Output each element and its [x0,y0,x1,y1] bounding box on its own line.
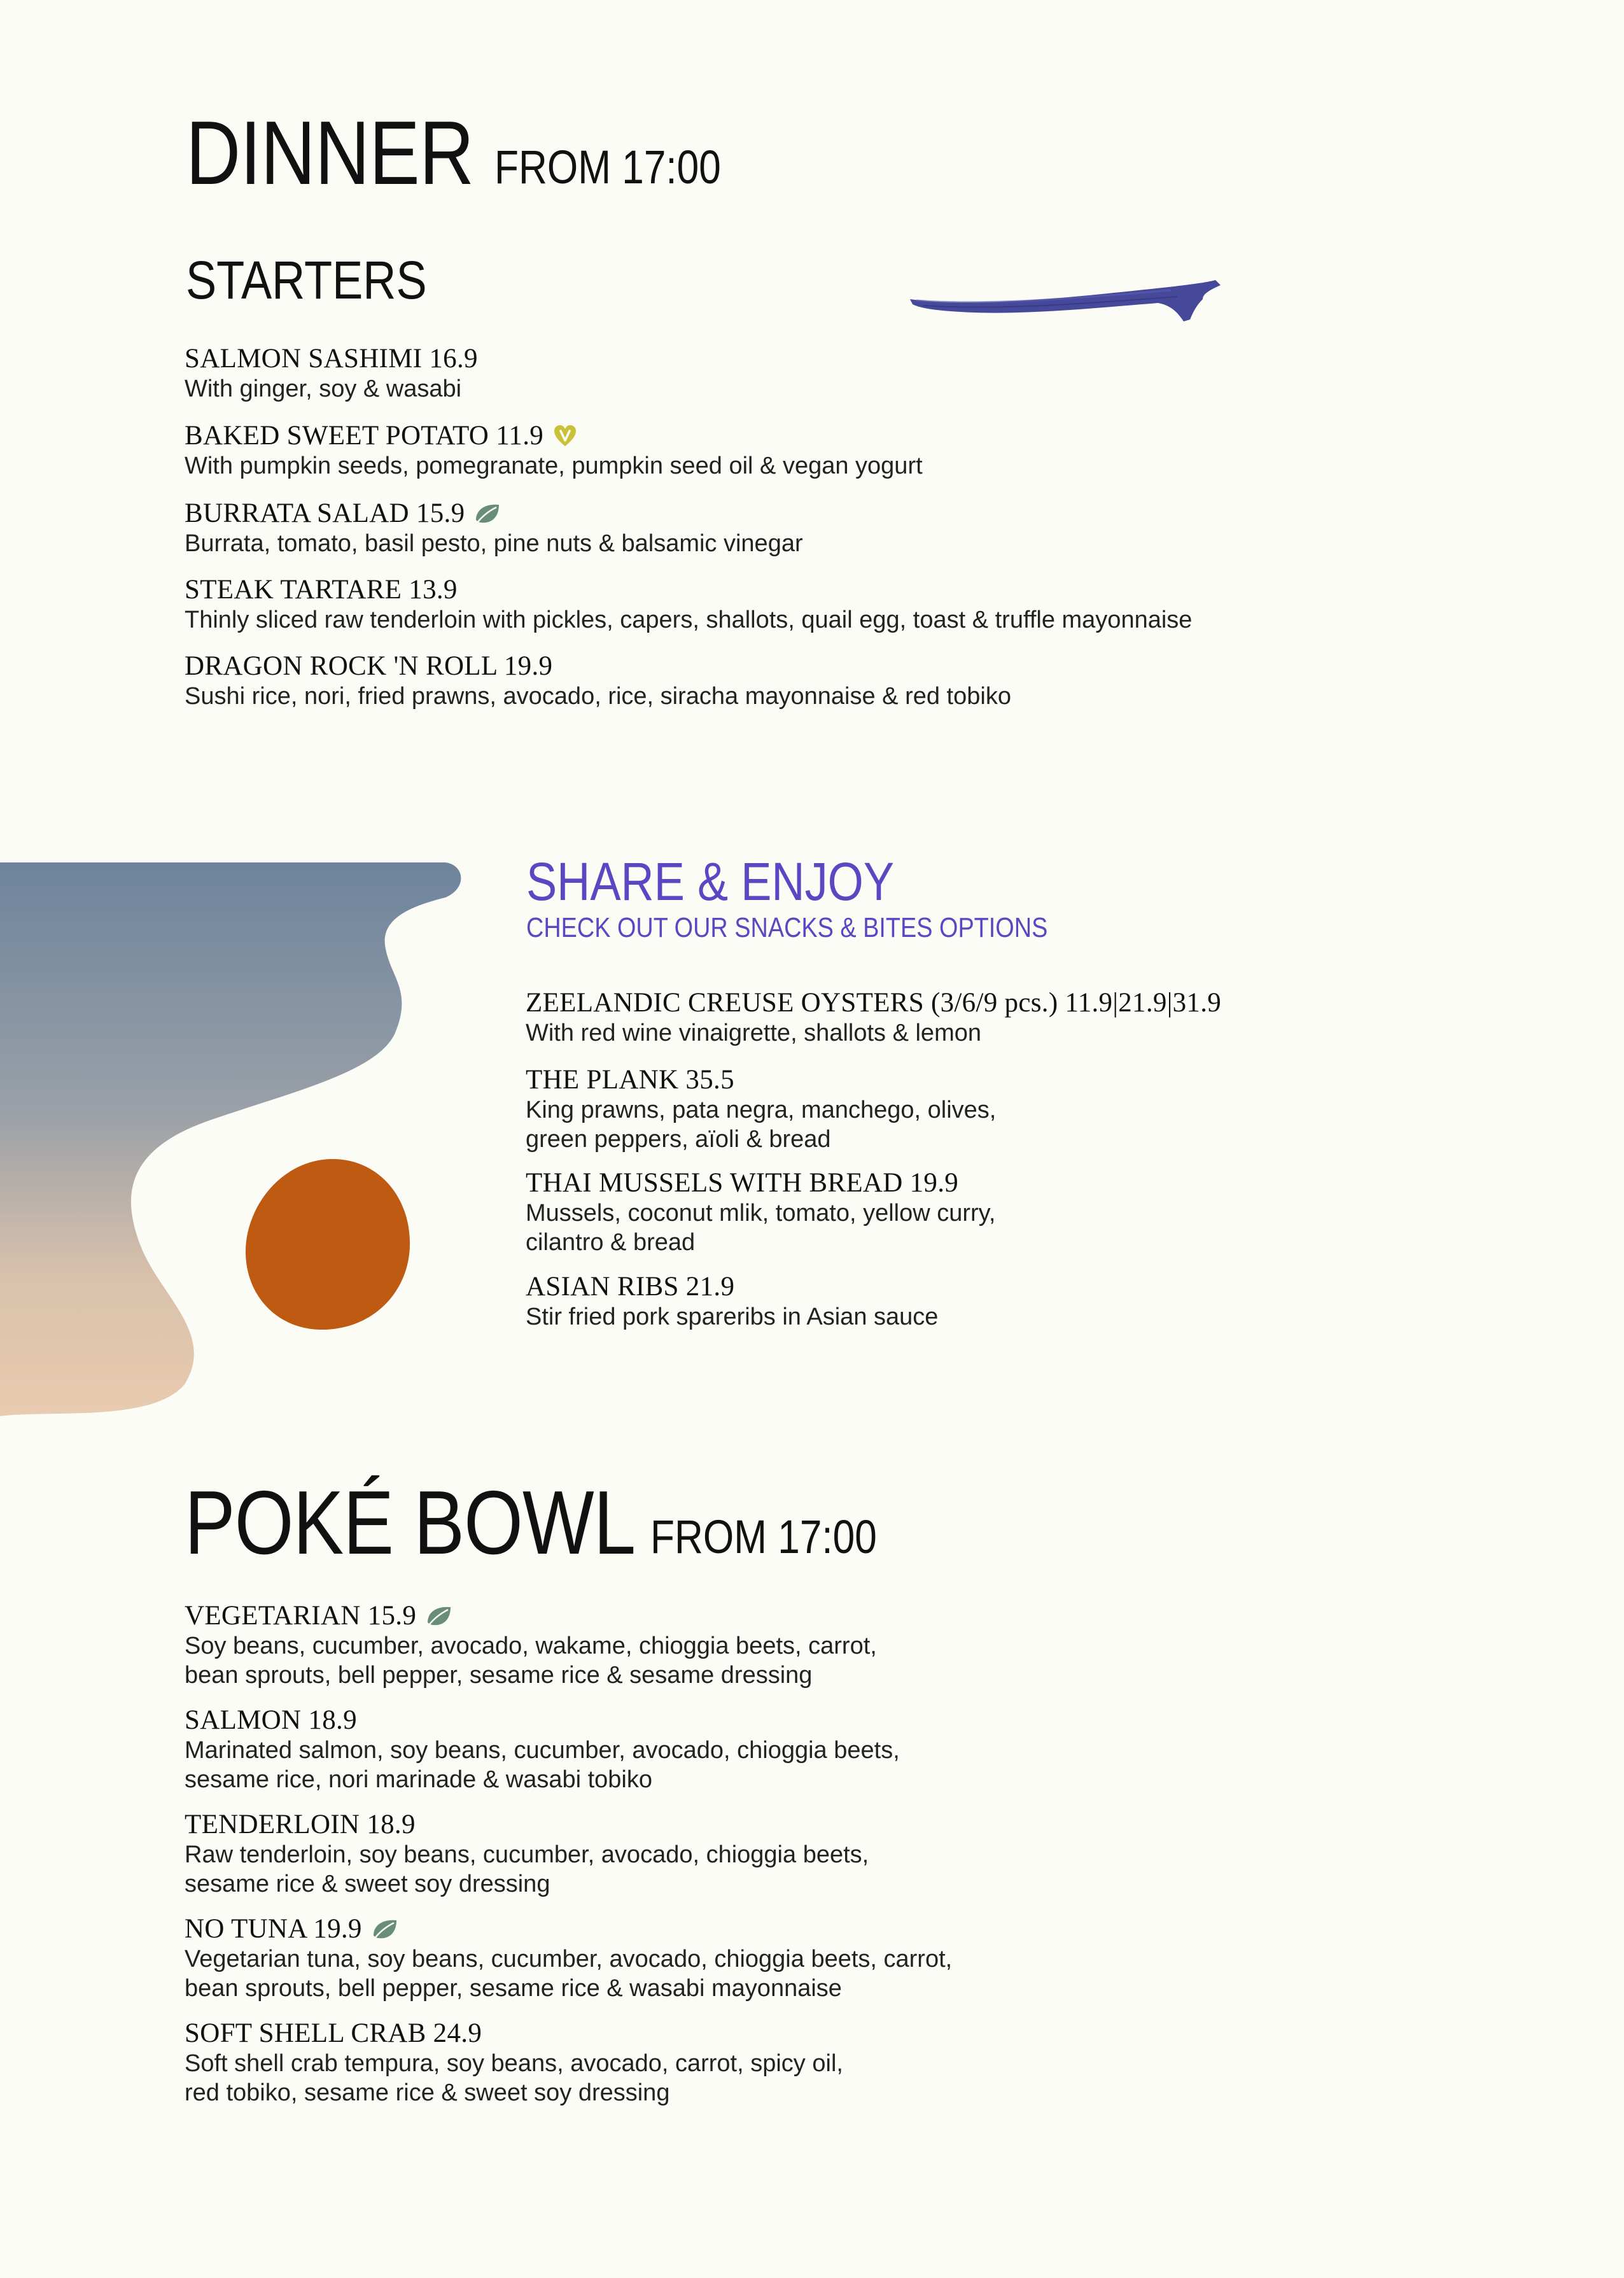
item-description: Marinated salmon, soy beans, cucumber, avocado, chioggia beets, sesame rice, nori marinade & wasabi tobiko [185,1737,900,1793]
item-name: SALMON 18.9 [185,1705,357,1735]
leaf-icon [425,1603,453,1629]
poke-time: FROM 17:00 [650,1510,877,1563]
menu-item-baked-sweet-potato [185,421,923,481]
menu-item-zeelandic-oysters [526,988,1221,1048]
orange-blob-decoration [242,1155,414,1333]
item-name: NO TUNA 19.9 [185,1914,952,1944]
item-description: With pumpkin seeds, pomegranate, pumpkin seed oil & vegan yogurt [185,453,923,479]
dinner-title: DINNER [186,102,474,204]
menu-item-steak-tartare [185,575,1192,635]
menu-item-asian-ribs [526,1272,938,1332]
share-subtitle: CHECK OUT OUR SNACKS & BITES OPTIONS [526,912,1048,943]
item-name: ASIAN RIBS 21.9 [526,1272,735,1302]
item-description: With red wine vinaigrette, shallots & lemon [526,1020,981,1046]
item-description: Mussels, coconut mlik, tomato, yellow curry, cilantro & bread [526,1200,996,1256]
item-description: King prawns, pata negra, manchego, olives, green peppers, aïoli & bread [526,1097,997,1153]
item-description: Raw tenderloin, soy beans, cucumber, avocado, chioggia beets, sesame rice & sweet soy dressing [185,1841,869,1897]
item-name: SOFT SHELL CRAB 24.9 [185,2018,482,2048]
menu-item-soft-shell-crab [185,2018,843,2107]
item-description: Vegetarian tuna, soy beans, cucumber, avocado, chioggia beets, carrot, bean sprouts, bell pepper, sesame rice & wasabi mayonnaise [185,1946,953,2002]
item-description: Soy beans, cucumber, avocado, wakame, chioggia beets, carrot, bean sprouts, bell pepper, sesame rice & sesame dressing [185,1633,877,1689]
item-description: Burrata, tomato, basil pesto, pine nuts & balsamic vinegar [185,530,803,557]
item-name: SALMON SASHIMI 16.9 [185,344,478,374]
leaf-icon [473,501,501,526]
item-description: Soft shell crab tempura, soy beans, avocado, carrot, spicy oil, red tobiko, sesame rice & sweet soy dressing [185,2050,843,2106]
item-description: With ginger, soy & wasabi [185,376,462,402]
dinner-time: FROM 17:00 [494,141,721,193]
brush-stroke-decoration [904,261,1247,350]
menu-item-burrata-salad [185,498,803,558]
item-name: THAI MUSSELS WITH BREAD 19.9 [526,1168,959,1198]
menu-item-dragon-rock-n-roll [185,651,1011,711]
item-description: Thinly sliced raw tenderloin with pickles, capers, shallots, quail egg, toast & truffle mayonnaise [185,607,1193,633]
menu-item-no-tuna [185,1914,952,2003]
starters-title: STARTERS [186,250,427,310]
menu-item-tenderloin [185,1810,869,1899]
item-name: BAKED SWEET POTATO 11.9 [185,421,923,451]
wave-shape-decoration [0,862,484,1423]
vegan-heart-icon [552,423,578,449]
item-name: STEAK TARTARE 13.9 [185,575,458,605]
share-title: SHARE & ENJOY [526,852,895,911]
menu-item-thai-mussels [526,1168,995,1257]
item-name: VEGETARIAN 15.9 [185,1601,877,1631]
item-description: Stir fried pork spareribs in Asian sauce [526,1304,939,1330]
item-name: BURRATA SALAD 15.9 [185,498,803,529]
item-name: DRAGON ROCK 'N ROLL 19.9 [185,651,553,681]
menu-item-salmon [185,1705,900,1794]
poke-title: POKÉ BOWL [185,1472,636,1573]
item-name: ZEELANDIC CREUSE OYSTERS (3/6/9 pcs.) 11.9|21.9|31.9 [526,988,1222,1018]
item-description: Sushi rice, nori, fried prawns, avocado, rice, siracha mayonnaise & red tobiko [185,683,1011,710]
item-name: TENDERLOIN 18.9 [185,1810,416,1839]
leaf-icon [371,1916,399,1942]
item-name: THE PLANK 35.5 [526,1065,734,1095]
menu-item-vegetarian [185,1601,877,1690]
menu-item-salmon-sashimi [185,344,478,404]
menu-item-the-plank [526,1065,996,1154]
